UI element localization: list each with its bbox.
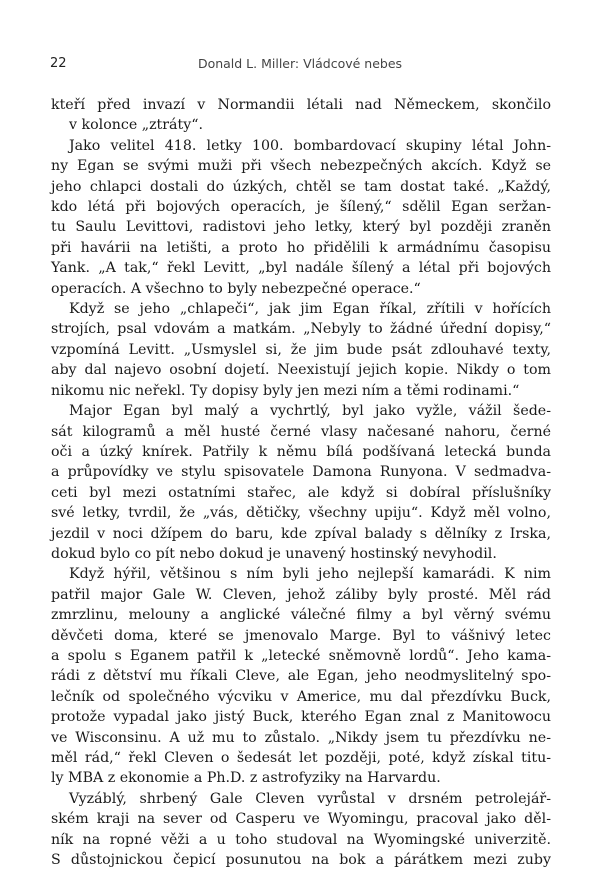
- page-number: 22: [50, 56, 67, 71]
- text-line: Jako velitel 418. letky 100. bombardovací skupiny létal John-: [69, 137, 551, 154]
- text-line: kdo létá při bojových operacích, je šílený,“ sdělil Egan seržan-: [51, 199, 551, 216]
- text-line: vzpomíná Levitt. „Usmyslel si, že jim bude psát zdlouhavé texty,: [51, 341, 551, 358]
- text-line: Major Egan byl malý a vychrtlý, byl jako vyžle, vážil šede-: [69, 403, 551, 420]
- text-line: lečník od společného výcviku v Americe, mu dal přezdívku Buck,: [51, 688, 551, 705]
- text-line: ském kraji na sever od Casperu ve Wyomingu, pracoval jako děl-: [51, 811, 551, 828]
- text-line: své letky, tvrdil, že „vás, dětičky, všechny upiju“. Když měl volno,: [51, 505, 551, 522]
- text-line: v koloncе „ztráty“.: [69, 117, 203, 134]
- running-head: Donald L. Miller: Vládcové nebes: [197, 56, 403, 71]
- text-line: děvčeti doma, které se jmenovalo Marge. Byl to vášnivý letec: [51, 627, 551, 644]
- text-line: ny Egan se svými muži při všech nebezpečných akcích. Když se: [51, 158, 551, 175]
- text-line: a spolu s Eganem patřil k „letecké sněmovně lordů“. Jeho kama-: [51, 647, 551, 664]
- text-line: protože vypadal jako jistý Buck, kterého Egan znal z Manitowocu: [51, 709, 551, 726]
- text-line: jeho chlapci dostali do úzkých, chtěl se tam dostat také. „Každý,: [51, 178, 551, 195]
- text-line: měl rád,“ řekl Cleven o šedesát let později, poté, když získal titu-: [51, 750, 551, 766]
- text-line: ceti byl mezi ostatními stařec, ale když si dobíral příslušníky: [51, 484, 551, 501]
- text-line: patřil major Gale W. Cleven, jehož záliby byly prosté. Měl rád: [51, 586, 551, 603]
- text-line: jezdil v noci džípem do baru, kde zpíval balady s dělníky z Irska,: [51, 525, 551, 542]
- text-line: ník na ropné věži a u toho studoval na Wyomingské univerzitě.: [51, 831, 551, 848]
- text-line: ve Wisconsinu. A už mu to zůstalo. „Nikdy jsem tu přezdívku ne-: [51, 729, 551, 746]
- text-line: ly MBA z ekonomie a Ph.D. z astrofyziky na Harvardu.: [51, 770, 441, 787]
- text-line: při havárii na letišti, a proto ho přidělili k armádnímu časopisu: [51, 239, 551, 256]
- text-line: dokud bylo co pít nebo dokud je unavený hostinský nevyhodil.: [51, 545, 497, 562]
- text-line: Vyzáblý, shrbený Gale Cleven vyrůstal v drsném petrolejář-: [69, 790, 551, 807]
- text-line: rádi z dětství mu říkali Cleve, ale Egan, jeho neodmyslitelný spo-: [51, 668, 551, 685]
- text-line: Když hýřil, většinou s ním byli jeho nejlepší kamarádi. K nim: [69, 566, 551, 583]
- text-line: kteří před invazí v Normandii létali nad Německem, skončilo: [51, 97, 551, 113]
- text-line: oči a úzký knírek. Patřily k němu bílá podšívaná letecká bunda: [51, 443, 551, 460]
- text-line: S důstojnickou čepicí posunutou na bok a párátkem mezi zuby: [51, 852, 551, 869]
- text-line: Když se jeho „chlapeči“, jak jim Egan říkal, zřítili v hořících: [69, 301, 551, 318]
- text-line: Yank. „A tak,“ řekl Levitt, „byl nadále šílený a létal při bojových: [51, 260, 551, 277]
- body-text: [51, 95, 551, 870]
- text-line: sát kilogramů a měl husté černé vlasy načesané nahoru, černé: [51, 423, 551, 440]
- text-line: aby dal najevo osobní dojetí. Neexistují jejich kopie. Nikdy o tom: [51, 362, 551, 379]
- text-line: strojích, psal vdovám a matkám. „Nebyly to žádné úřední dopisy,“: [51, 321, 551, 338]
- text-line: operacích. A všechno to byly nebezpečné operace.“: [51, 280, 421, 297]
- text-line: nikomu nic neřekl. Ty dopisy byly jen mezi ním a těmi rodinami.“: [51, 382, 520, 399]
- text-line: a průpovídky ve stylu spisovatele Damona Runyona. V sedmadva-: [51, 464, 551, 481]
- text-line: tu Saulu Levittovi, radistovi jeho letky, který byl později zraněn: [51, 219, 551, 236]
- text-line: zmrzlinu, melouny a anglické válečné filmy a byl věrný svému: [51, 607, 551, 624]
